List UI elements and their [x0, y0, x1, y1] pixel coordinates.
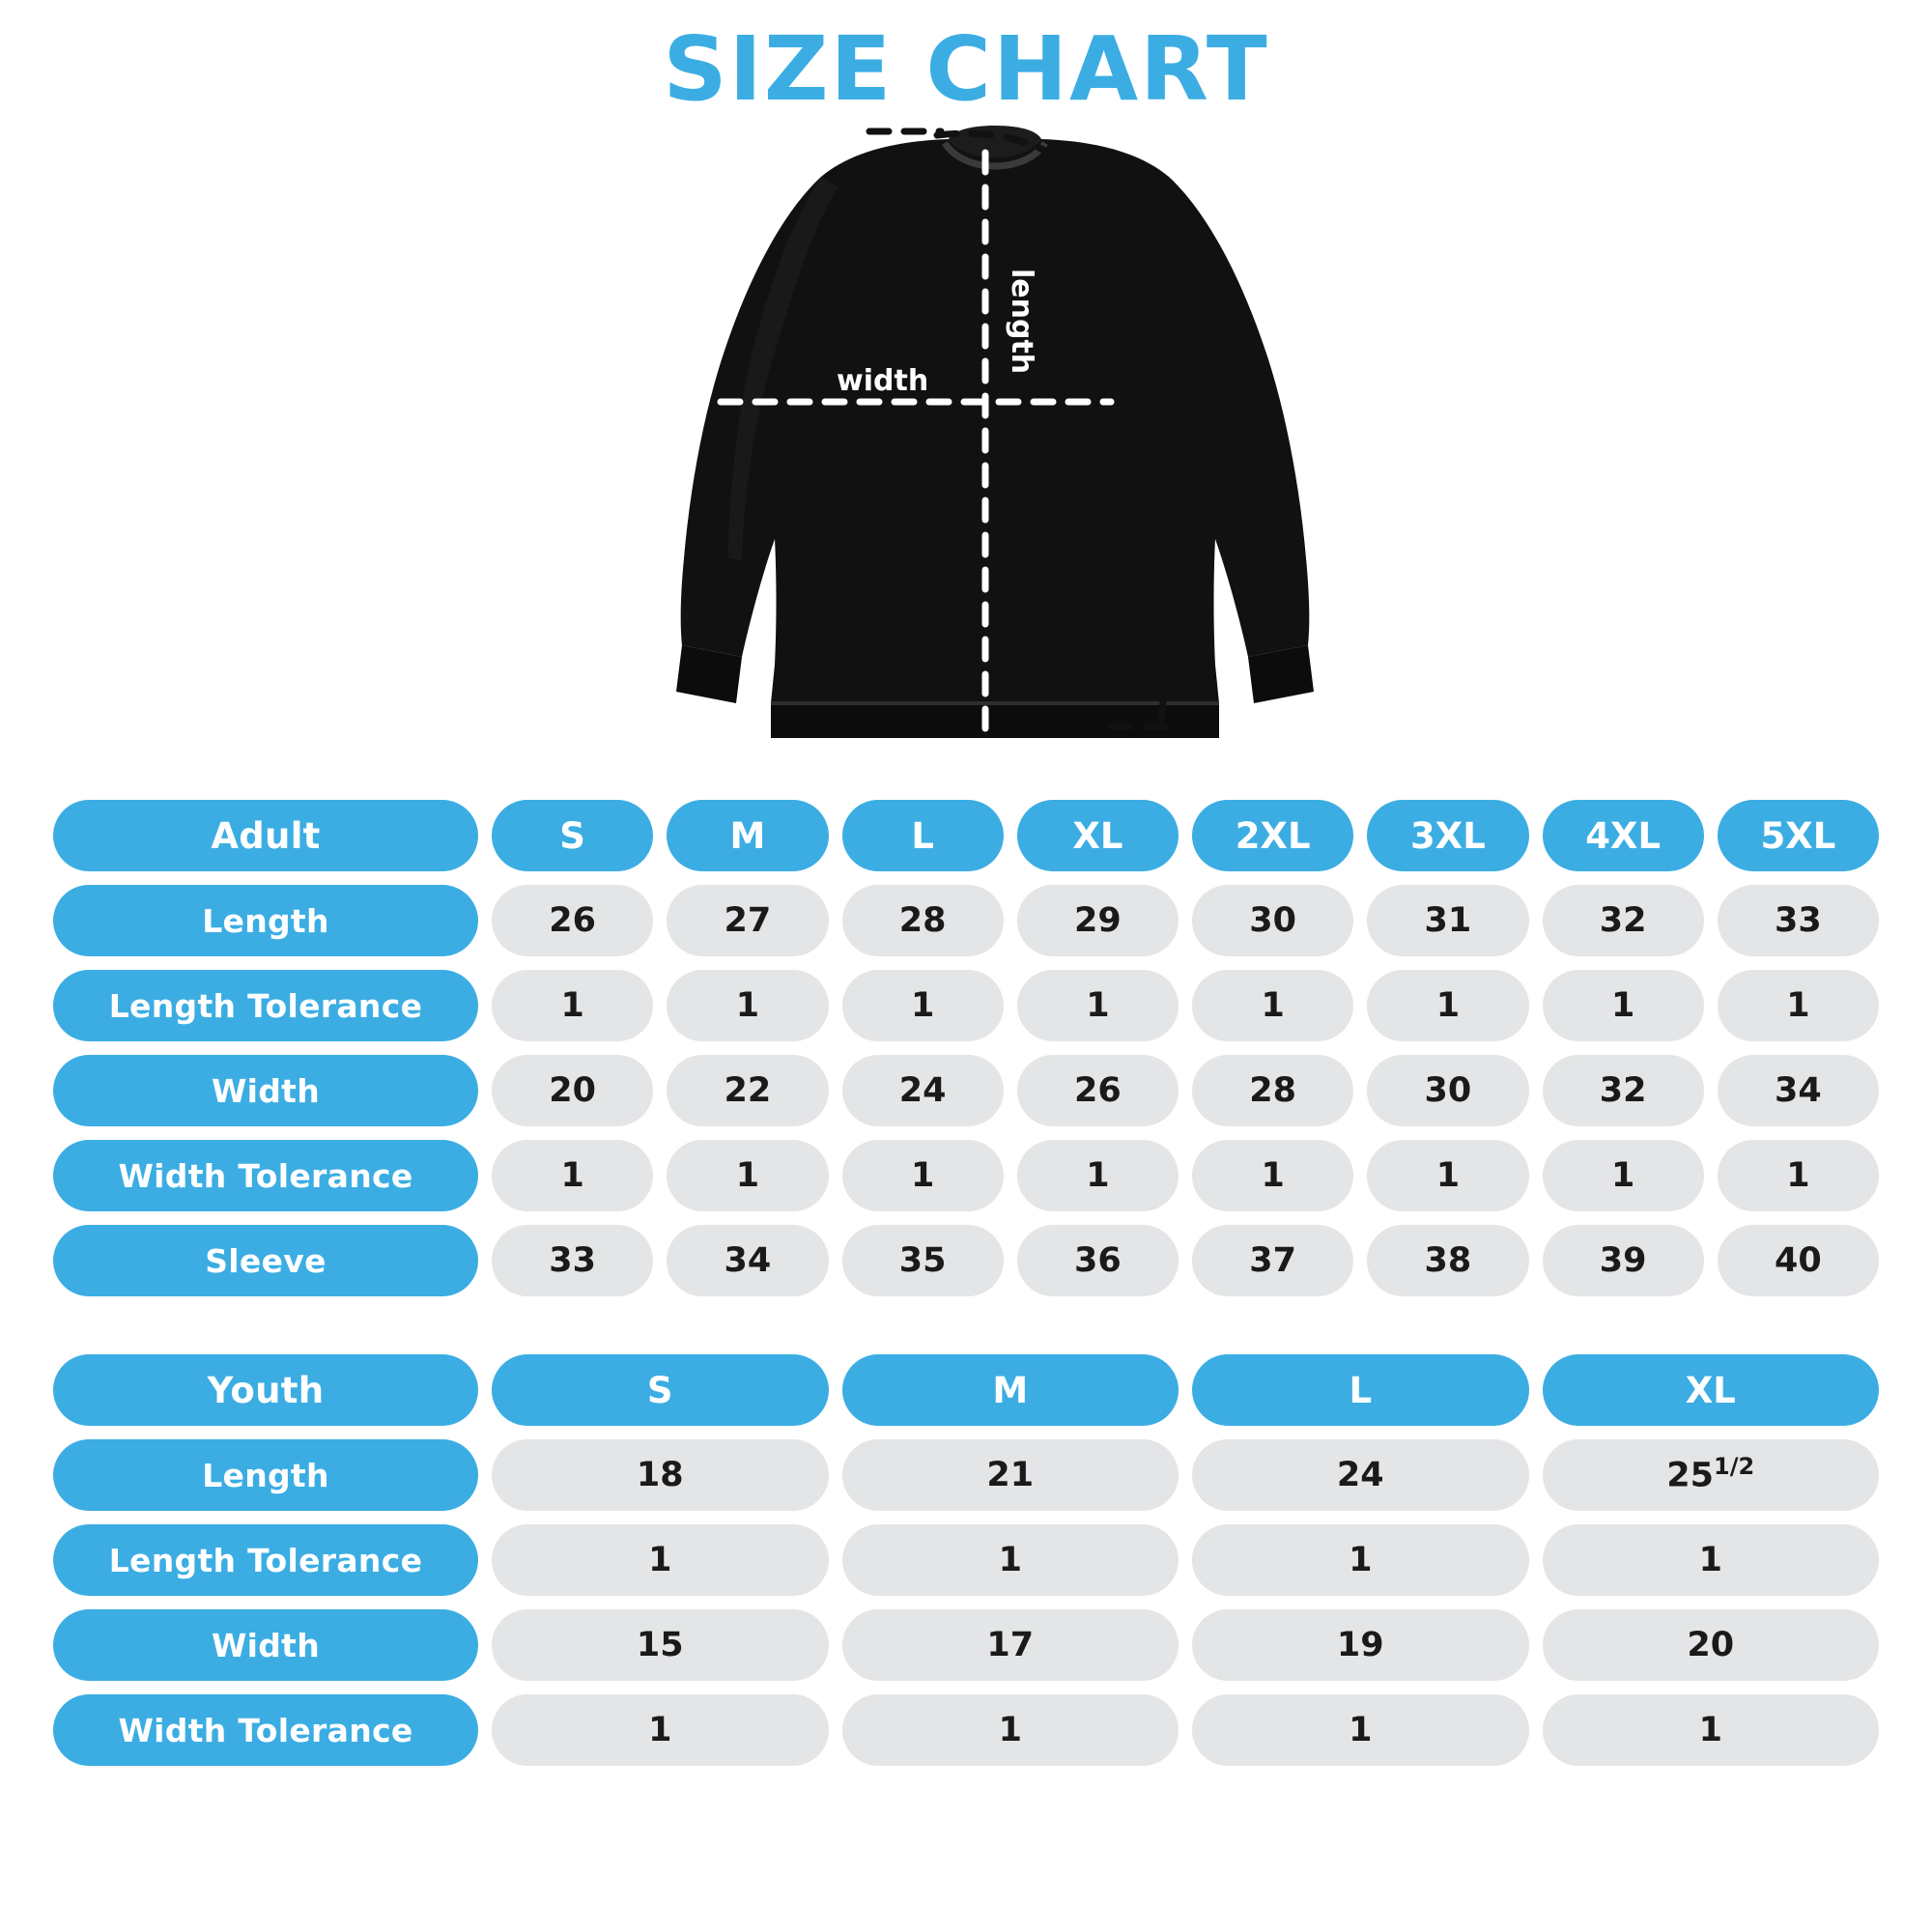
- table-row: [53, 1140, 1879, 1211]
- table-row: [53, 1609, 1879, 1681]
- adult-row-values-sleeve: [492, 1225, 1879, 1296]
- cell: 18: [492, 1439, 829, 1511]
- youth-xl-length-value: $25^{1/2}$: [1666, 1453, 1755, 1495]
- adult-size-m: M: [667, 800, 828, 871]
- cell: 1: [842, 1694, 1179, 1766]
- table-row: [53, 1439, 1879, 1511]
- cell: 1: [1543, 970, 1704, 1041]
- cell: 1: [1192, 970, 1353, 1041]
- adult-size-xl: XL: [1017, 800, 1179, 871]
- cell: 24: [1192, 1439, 1529, 1511]
- youth-size-xl: XL: [1543, 1354, 1880, 1426]
- sweatshirt-shape: [676, 126, 1314, 738]
- cell: 38: [1367, 1225, 1528, 1296]
- cell: 30: [1367, 1055, 1528, 1126]
- youth-row-label-length: Length: [53, 1439, 478, 1511]
- cell: 33: [1718, 885, 1879, 956]
- cell: 1: [1367, 970, 1528, 1041]
- cell: 1: [1367, 1140, 1528, 1211]
- adult-size-5xl: 5XL: [1718, 800, 1879, 871]
- youth-size-s: S: [492, 1354, 829, 1426]
- cell: 37: [1192, 1225, 1353, 1296]
- cell: 17: [842, 1609, 1179, 1681]
- cell: 1: [1718, 970, 1879, 1041]
- adult-size-table: [53, 800, 1879, 1296]
- adult-row-label-width: Width: [53, 1055, 478, 1126]
- cell: 29: [1017, 885, 1179, 956]
- adult-row-values-width: [492, 1055, 1879, 1126]
- adult-size-2xl: 2XL: [1192, 800, 1353, 871]
- cell: 1: [492, 1694, 829, 1766]
- cell: 1: [1192, 1140, 1353, 1211]
- youth-row-values-length: [492, 1439, 1879, 1511]
- cell: 22: [667, 1055, 828, 1126]
- cell: 1: [1017, 1140, 1179, 1211]
- adult-header-row: [53, 800, 1879, 871]
- sleeve-label: sleeve: [1148, 300, 1207, 412]
- cell-fraction: [1543, 1439, 1880, 1511]
- table-row: [53, 885, 1879, 956]
- cell: 31: [1367, 885, 1528, 956]
- youth-size-headers: [492, 1354, 1879, 1426]
- adult-size-4xl: 4XL: [1543, 800, 1704, 871]
- cell: 15: [492, 1609, 829, 1681]
- youth-size-m: M: [842, 1354, 1179, 1426]
- youth-row-values-length-tolerance: [492, 1524, 1879, 1596]
- cell: 34: [667, 1225, 828, 1296]
- cell: 32: [1543, 885, 1704, 956]
- adult-row-values-width-tolerance: [492, 1140, 1879, 1211]
- cell: 1: [1192, 1694, 1529, 1766]
- cell: 33: [492, 1225, 653, 1296]
- adult-header-label: Adult: [53, 800, 478, 871]
- cell: 1: [492, 1524, 829, 1596]
- cell: 1: [492, 970, 653, 1041]
- adult-row-values-length-tolerance: [492, 970, 1879, 1041]
- cell: 40: [1718, 1225, 1879, 1296]
- cell: 1: [842, 970, 1004, 1041]
- youth-row-values-width: [492, 1609, 1879, 1681]
- table-row: [53, 1694, 1879, 1766]
- cell: 36: [1017, 1225, 1179, 1296]
- cell: 1: [492, 1140, 653, 1211]
- youth-header-row: [53, 1354, 1879, 1426]
- adult-size-headers: [492, 800, 1879, 871]
- cell: 32: [1543, 1055, 1704, 1126]
- youth-row-values-width-tolerance: [492, 1694, 1879, 1766]
- cell: 1: [842, 1140, 1004, 1211]
- adult-row-label-length-tolerance: Length Tolerance: [53, 970, 478, 1041]
- cell: 1: [1192, 1524, 1529, 1596]
- length-label: length: [1005, 269, 1038, 375]
- youth-size-l: L: [1192, 1354, 1529, 1426]
- cell: 19: [1192, 1609, 1529, 1681]
- cell: 1: [667, 970, 828, 1041]
- cell: 28: [1192, 1055, 1353, 1126]
- cell: 30: [1192, 885, 1353, 956]
- adult-row-values-length: [492, 885, 1879, 956]
- youth-header-label: Youth: [53, 1354, 478, 1426]
- cell: 20: [492, 1055, 653, 1126]
- adult-size-l: L: [842, 800, 1004, 871]
- cell: 26: [1017, 1055, 1179, 1126]
- youth-size-table: [53, 1354, 1879, 1766]
- cell: 1: [1718, 1140, 1879, 1211]
- adult-size-3xl: 3XL: [1367, 800, 1528, 871]
- cell: 34: [1718, 1055, 1879, 1126]
- cell: 1: [1017, 970, 1179, 1041]
- cell: 1: [842, 1524, 1179, 1596]
- width-label: width: [837, 364, 929, 398]
- youth-row-label-width-tolerance: Width Tolerance: [53, 1694, 478, 1766]
- adult-row-label-length: Length: [53, 885, 478, 956]
- garment-illustration: [53, 124, 1879, 790]
- sweatshirt-diagram: [531, 124, 1401, 781]
- cell: 21: [842, 1439, 1179, 1511]
- page-title: SIZE CHART: [663, 17, 1269, 121]
- cell: 1: [667, 1140, 828, 1211]
- youth-row-label-width: Width: [53, 1609, 478, 1681]
- table-row: [53, 1225, 1879, 1296]
- cell: 39: [1543, 1225, 1704, 1296]
- cell: 28: [842, 885, 1004, 956]
- cell: 1: [1543, 1140, 1704, 1211]
- adult-size-s: S: [492, 800, 653, 871]
- adult-row-label-width-tolerance: Width Tolerance: [53, 1140, 478, 1211]
- cell: 1: [1543, 1524, 1880, 1596]
- cell: 27: [667, 885, 828, 956]
- cell: 26: [492, 885, 653, 956]
- cell: 35: [842, 1225, 1004, 1296]
- cell: 20: [1543, 1609, 1880, 1681]
- adult-row-label-sleeve: Sleeve: [53, 1225, 478, 1296]
- cell: 24: [842, 1055, 1004, 1126]
- youth-row-label-length-tolerance: Length Tolerance: [53, 1524, 478, 1596]
- cell: 1: [1543, 1694, 1880, 1766]
- table-row: [53, 1524, 1879, 1596]
- table-row: [53, 1055, 1879, 1126]
- table-row: [53, 970, 1879, 1041]
